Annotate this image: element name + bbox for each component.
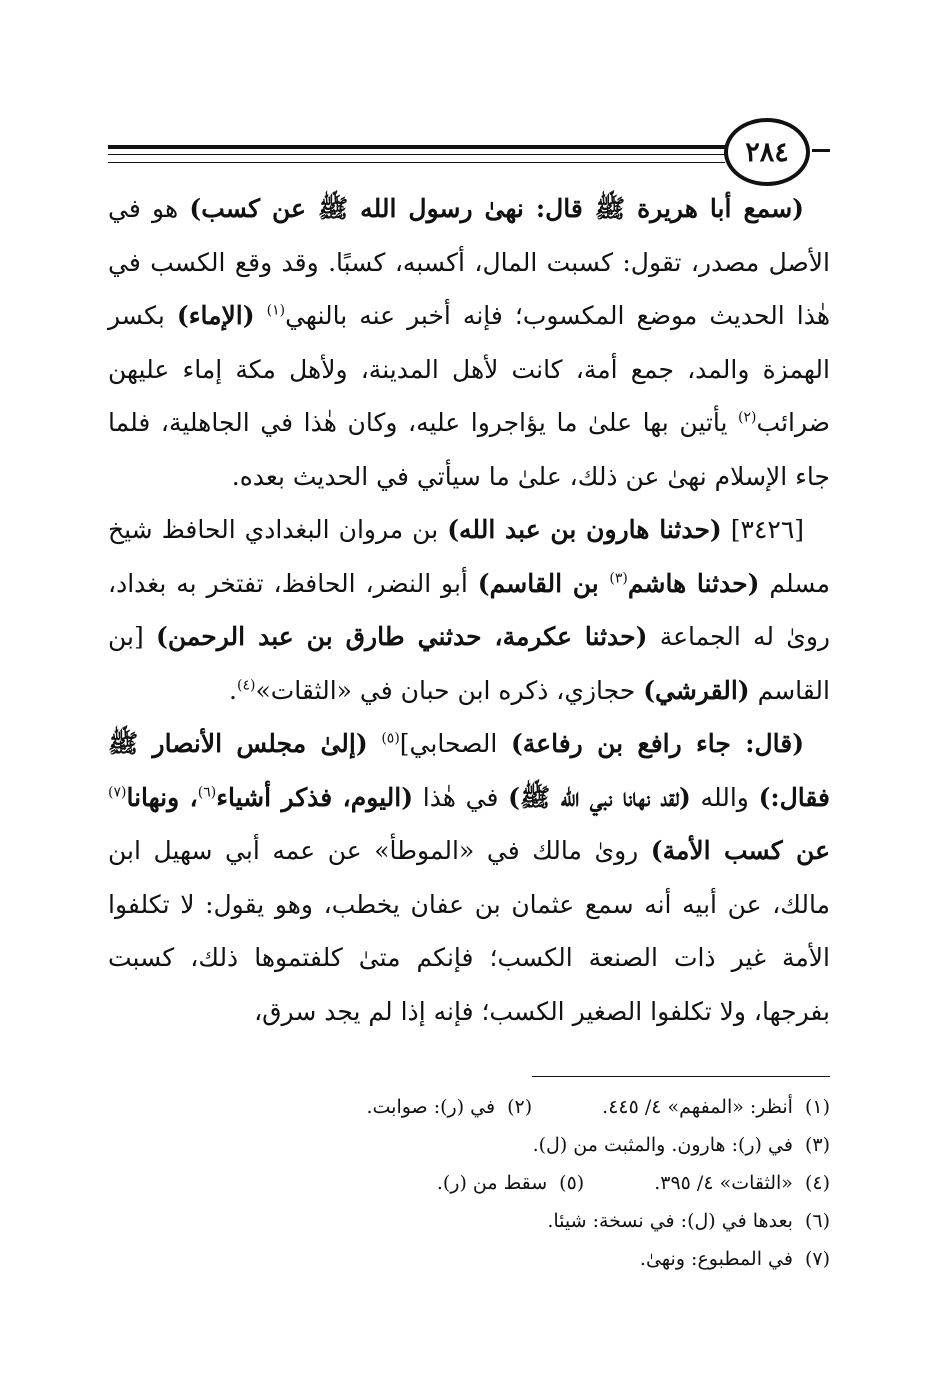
text: بكسر الهمزة والمد، جمع أمة، كانت لأهل المدينة، ولأهل مكة إماء عليهن ضرائب bbox=[108, 301, 830, 437]
header-rule bbox=[108, 154, 725, 155]
footnote-ref[interactable]: (٦) bbox=[197, 784, 217, 801]
footnote-ref[interactable]: (١) bbox=[266, 302, 286, 319]
footnote-line bbox=[108, 1164, 830, 1202]
footnote-ref[interactable]: (٣) bbox=[609, 570, 628, 587]
bold-quote: (لقد نهانا نبي الله ﷺ) bbox=[508, 782, 691, 812]
header-rule bbox=[108, 145, 725, 149]
footnote-line bbox=[108, 1088, 830, 1126]
footnote-line bbox=[108, 1240, 830, 1278]
bold-quote: (قال: جاء رافع بن رفاعة) bbox=[510, 729, 805, 758]
footnotes bbox=[108, 1088, 830, 1278]
paragraph-3 bbox=[108, 717, 830, 1038]
bold-quote: ، ونهانا bbox=[126, 782, 198, 812]
footnote-line bbox=[108, 1126, 830, 1164]
header-rule-end bbox=[812, 149, 830, 152]
text: روىٰ مالك في «الموطأ» عن عمه أبي سهيل ابن مالك، عن أبيه أنه سمع عثمان بن عفان يخطب، وهو يقول: لا تكلفوا الأمة غير ذات الصنعة الكسب؛ فإنكم متىٰ كلفتموها ذلك، كسبت بفرجها، ولا تكلفوا الصغير الكسب؛ فإنه إذا لم يجد سرق، bbox=[108, 836, 830, 1026]
text: والله bbox=[690, 782, 759, 812]
footnote-ref[interactable]: (٢) bbox=[738, 409, 757, 426]
text bbox=[368, 729, 382, 758]
footnote-2: (٢)في (ر): صوابت. bbox=[366, 1096, 533, 1118]
text: في هٰذا bbox=[413, 782, 509, 812]
text: [بن القاسم bbox=[108, 622, 830, 705]
text: هو في الأصل مصدر، تقول: كسبت المال، أكسبه، كسبًا. وقد وقع الكسب في هٰذا الحديث موضع المكسوب؛ فإنه أخبر عنه بالنهي bbox=[108, 194, 831, 330]
footnote-1: (١)أنظر: «المفهم» ٤/ ٤٤٥. bbox=[602, 1096, 830, 1118]
bold-quote: (حدثنا عكرمة، حدثني طارق بن عبد الرحمن) bbox=[155, 622, 648, 651]
text: . bbox=[229, 675, 237, 705]
main-text bbox=[108, 182, 830, 1038]
text: حجازي، ذكره ابن حبان في «الثقات» bbox=[255, 675, 644, 705]
footnote-separator bbox=[532, 1076, 830, 1077]
page-number: ٢٨٤ bbox=[724, 118, 810, 186]
bold-quote: (الإماء) bbox=[176, 301, 255, 330]
text: [٣٤٢٦] bbox=[721, 515, 805, 544]
paragraph-1 bbox=[108, 182, 830, 503]
footnote-ref[interactable]: (٥) bbox=[381, 730, 400, 747]
text: بن مروان البغدادي الحافظ شيخ مسلم bbox=[108, 515, 830, 598]
bold-quote: بن القاسم) bbox=[477, 568, 610, 598]
text: يأتين بها علىٰ ما يؤاجروا عليه، وكان هٰذا في الجاهلية، فلما جاء الإسلام نهىٰ عن ذلك، علىٰ ما سيأتي في الحديث بعده. bbox=[108, 408, 830, 491]
footnote-4: (٤)«الثقات» ٤/ ٣٩٥. bbox=[654, 1172, 830, 1194]
bold-quote: (حدثنا هاشم bbox=[627, 568, 760, 598]
footnote-ref[interactable]: (٤) bbox=[236, 677, 256, 694]
footnote-line bbox=[108, 1202, 830, 1240]
header-rule bbox=[108, 162, 725, 163]
bold-quote: (القرشي) bbox=[643, 675, 750, 705]
page-header bbox=[108, 118, 830, 192]
text bbox=[255, 301, 267, 330]
footnote-5: (٥)سقط من (ر). bbox=[436, 1172, 585, 1194]
text: أبو النضر، الحافظ، تفتخر به بغداد، روىٰ له الجماعة bbox=[108, 568, 830, 651]
bold-quote: (إلىٰ مجلس الأنصار ﷺ فقال:) bbox=[108, 729, 830, 812]
footnote-6: (٦)بعدها في (ل): في نسخة: شيئا. bbox=[547, 1210, 830, 1232]
footnote-3: (٣)في (ر): هارون. والمثبت من (ل). bbox=[532, 1134, 830, 1156]
text: الصحابي] bbox=[399, 729, 511, 758]
footnote-ref[interactable]: (٧) bbox=[108, 784, 127, 801]
footnote-7: (٧)في المطبوع: ونهىٰ. bbox=[639, 1248, 830, 1270]
bold-quote: (سمع أبا هريرة ﷺ قال: نهىٰ رسول الله ﷺ عن كسب) bbox=[189, 194, 804, 223]
bold-quote: عن كسب الأمة) bbox=[650, 836, 830, 865]
paragraph-2 bbox=[108, 503, 830, 717]
bold-quote: (اليوم، فذكر أشياء bbox=[216, 782, 414, 812]
bold-quote: (حدثنا هارون بن عبد الله) bbox=[447, 515, 722, 544]
